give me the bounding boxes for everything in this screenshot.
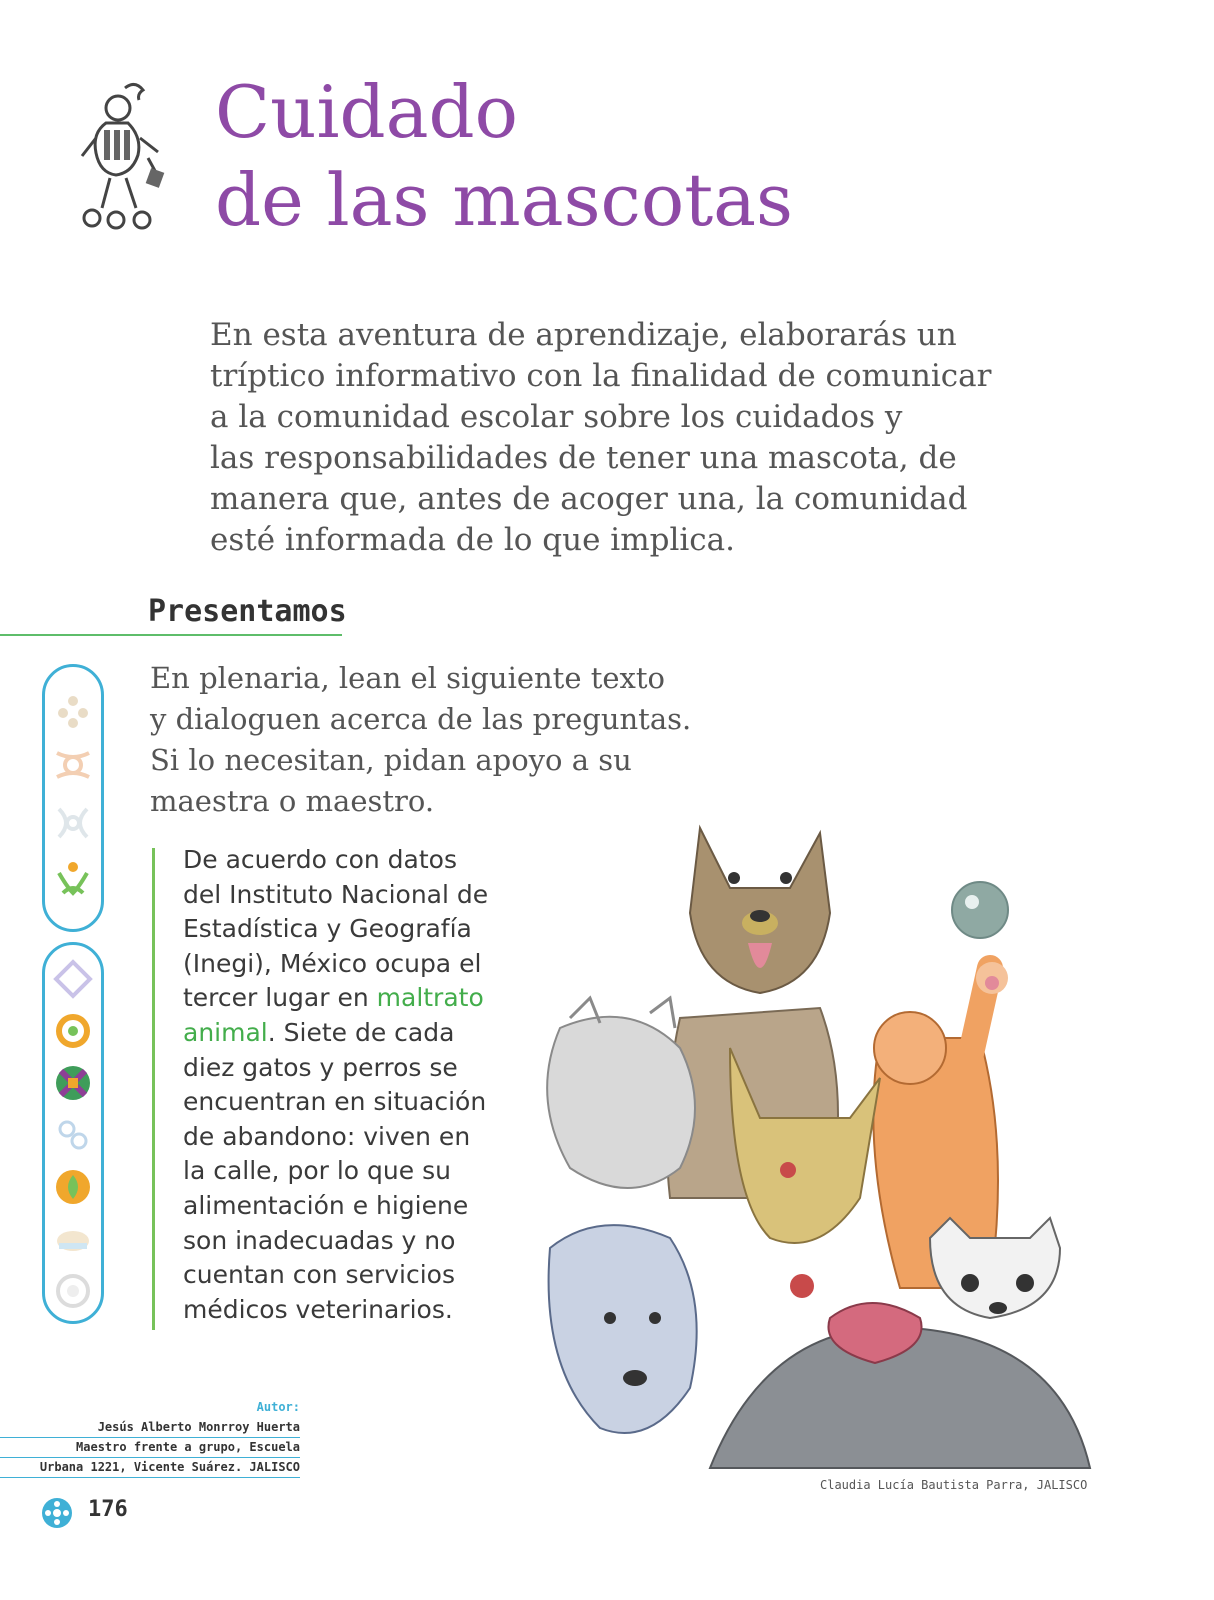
intro-line: En esta aventura de aprendizaje, elaborarás un xyxy=(210,317,957,353)
section-heading: Presentamos xyxy=(148,594,347,629)
quote-line: De acuerdo con datos xyxy=(183,845,457,874)
quote-line: son inadecuadas y no xyxy=(183,1225,456,1255)
aztec-glyph-icon xyxy=(70,78,176,238)
author-label: Autor: xyxy=(256,1400,300,1414)
intro-line: manera que, antes de acoger una, la comunidad xyxy=(210,481,968,517)
axis-7-icon xyxy=(53,1271,93,1311)
quote-line: médicos veterinarios. xyxy=(183,1294,453,1324)
quote-line xyxy=(183,1016,543,1051)
axis-1-icon xyxy=(53,959,93,999)
page-number: 176 xyxy=(88,1497,128,1522)
quote-text xyxy=(183,843,543,1327)
quote-line: diez gatos y perros se xyxy=(183,1052,458,1082)
axis-2-icon xyxy=(53,1011,93,1051)
quote-line: encuentran en situación xyxy=(183,1087,487,1117)
axis-5-icon xyxy=(53,1167,93,1207)
section-divider xyxy=(0,634,342,636)
quote-bar xyxy=(152,848,155,1330)
page-badge-icon xyxy=(40,1496,74,1530)
instruction-paragraph xyxy=(150,658,710,822)
intro-paragraph xyxy=(210,315,1090,561)
phase-2-icon xyxy=(53,745,93,785)
phase-3-icon xyxy=(53,803,93,843)
intro-line: a la comunidad escolar sobre los cuidados y xyxy=(210,399,903,435)
quote-line: (Inegi), México ocupa el xyxy=(183,948,482,978)
instruction-line: maestra o maestro. xyxy=(150,784,435,818)
phase-4-icon xyxy=(53,859,93,899)
intro-line: tríptico informativo con la finalidad de comunicar xyxy=(210,358,992,394)
illustration-credit: Claudia Lucía Bautista Parra, JALISCO xyxy=(820,1478,1088,1492)
pets-illustration xyxy=(540,818,1095,1476)
phase-indicator xyxy=(42,664,104,932)
axis-4-icon xyxy=(53,1115,93,1155)
title-line-1: Cuidado xyxy=(215,70,518,154)
quote-line: cuentan con servicios xyxy=(183,1260,455,1290)
instruction-line: Si lo necesitan, pidan apoyo a su xyxy=(150,743,632,777)
axis-6-icon xyxy=(53,1219,93,1259)
phase-1-icon xyxy=(53,691,93,731)
glossary-term[interactable]: animal xyxy=(183,1017,268,1047)
author-role: Maestro frente a grupo, Escuela xyxy=(0,1438,300,1458)
author-name: Jesús Alberto Monrroy Huerta xyxy=(0,1418,300,1438)
intro-line: las responsabilidades de tener una mascota, de xyxy=(210,440,957,476)
axis-3-icon xyxy=(53,1063,93,1103)
title-line-2: de las mascotas xyxy=(215,158,794,242)
quote-line: alimentación e higiene xyxy=(183,1190,469,1220)
quote-line: Estadística y Geografía xyxy=(183,914,472,944)
quote-line: del Instituto Nacional de xyxy=(183,879,489,909)
quote-fragment: . Siete de cada xyxy=(267,1017,455,1047)
instruction-line: En plenaria, lean el siguiente texto xyxy=(150,661,666,695)
author-school: Urbana 1221, Vicente Suárez. JALISCO xyxy=(0,1458,300,1478)
instruction-line: y dialoguen acerca de las preguntas. xyxy=(150,702,692,736)
quote-line: la calle, por lo que su xyxy=(183,1156,451,1186)
quote-fragment: tercer lugar en xyxy=(183,983,377,1013)
intro-line: esté informada de lo que implica. xyxy=(210,522,735,558)
page-title xyxy=(215,68,1115,244)
quote-line xyxy=(183,981,543,1016)
axis-indicator xyxy=(42,942,104,1324)
quote-line: de abandono: viven en xyxy=(183,1121,471,1151)
glossary-term[interactable]: maltrato xyxy=(376,983,484,1013)
